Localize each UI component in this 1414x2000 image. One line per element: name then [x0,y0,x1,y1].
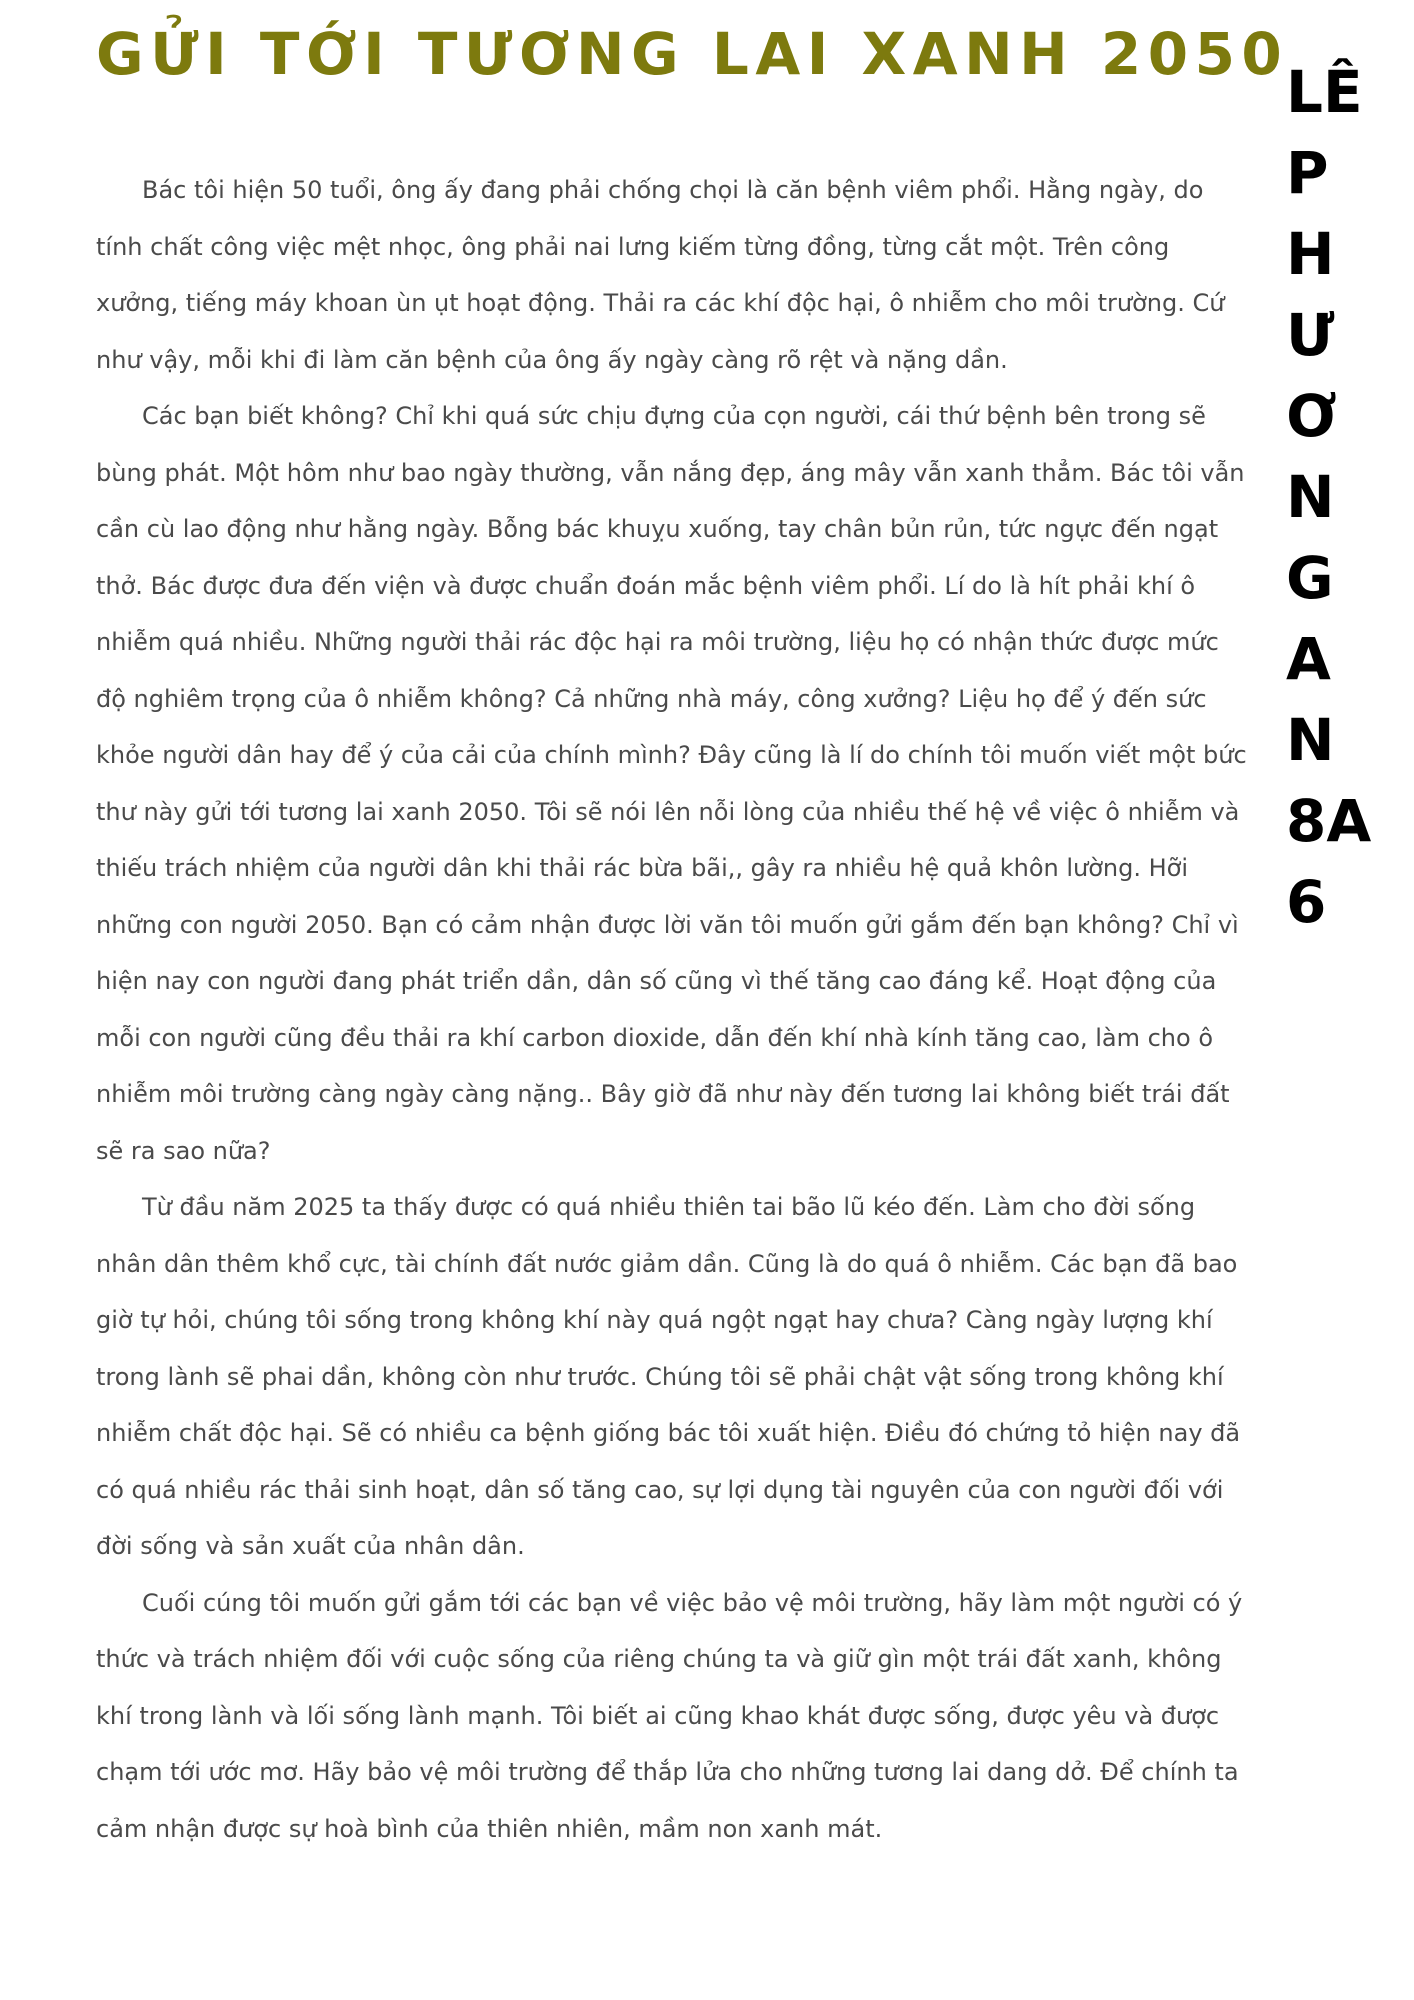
paragraph-2: Các bạn biết không? Chỉ khi quá sức chịu đựng của cọn người, cái thứ bệnh bên trong sẽ bùng phát. Một hôm như bao ngày thường, vẫn nắng đẹp, áng mây vẫn xanh thẳm. Bác tôi vẫn cần cù lao động như hằng ngày. Bỗng bác khuỵu xuống, tay chân bủn rủn, tức ngực đến ngạt thở. Bác được đưa đến viện và được chuẩn đoán mắc bệnh viêm phổi. Lí do là hít phải khí ô nhiễm quá nhiều. Những người thải rác độc hại ra môi trường, liệu họ có nhận thức được mức độ nghiêm trọng của ô nhiễm không? Cả những nhà máy, công xưởng? Liệu họ để ý đến sức khỏe người dân hay để ý của cải của chính mình? Đây cũng là lí do chính tôi muốn viết một bức thư này gửi tới tương lai xanh 2050. Tôi sẽ nói lên nỗi lòng của nhiều thế hệ về việc ô nhiễm và thiếu trách nhiệm của người dân khi thải rác bừa bãi,, gây ra nhiều hệ quả khôn lường. Hỡi những con người 2050. Bạn có cảm nhận được lời văn tôi muốn gửi gắm đến bạn không? Chỉ vì hiện nay con người đang phát triển dần, dân số cũng vì thế tăng cao đáng kể. Hoạt động của mỗi con người cũng đều thải ra khí carbon dioxide, dẫn đến khí nhà kính tăng cao, làm cho ô nhiễm môi trường càng ngày càng nặng.. Bây giờ đã như này đến tương lai không biết trái đất sẽ ra sao nữa? [96,402,1247,1165]
author-line: N [1286,463,1335,531]
author-line: 8A [1286,787,1372,855]
author-line: LÊ [1286,58,1363,126]
author-line: Ơ [1286,382,1337,450]
author-line: G [1286,544,1334,612]
author-line: P [1286,139,1329,207]
author-line: N [1286,706,1335,774]
author-line: H [1286,220,1335,288]
page-title: GỬI TỚI TƯƠNG LAI XANH 2050 [96,20,1289,88]
author-line: Ư [1286,301,1335,369]
paragraph-3: Từ đầu năm 2025 ta thấy được có quá nhiều thiên tai bão lũ kéo đến. Làm cho đời sống nhân dân thêm khổ cực, tài chính đất nước giảm dần. Cũng là do quá ô nhiễm. Các bạn đã bao giờ tự hỏi, chúng tôi sống trong không khí này quá ngột ngạt hay chưa? Càng ngày lượng khí trong lành sẽ phai dần, không còn như trước. Chúng tôi sẽ phải chật vật sống trong không khí nhiễm chất độc hại. Sẽ có nhiều ca bệnh giống bác tôi xuất hiện. Điều đó chứng tỏ hiện nay đã có quá nhiều rác thải sinh hoạt, dân số tăng cao, sự lợi dụng tài nguyên của con người đối với đời sống và sản xuất của nhân dân. [96,1193,1241,1560]
author-line: A [1286,625,1331,693]
paragraph-4: Cuối cúng tôi muốn gửi gắm tới các bạn về việc bảo vệ môi trường, hãy làm một người có ý thức và trách nhiệm đối với cuộc sống của riêng chúng ta và giữ gìn một trái đất xanh, không khí trong lành và lối sống lành mạnh. Tôi biết ai cũng khao khát được sống, được yêu và được chạm tới ước mơ. Hãy bảo vệ môi trường để thắp lửa cho những tương lai dang dở. Để chính ta cảm nhận được sự hoà bình của thiên nhiên, mầm non xanh mát. [96,1588,1243,1843]
letter-body [96,162,1256,1857]
paragraph-1: Bác tôi hiện 50 tuổi, ông ấy đang phải chống chọi là căn bệnh viêm phổi. Hằng ngày, do tính chất công việc mệt nhọc, ông phải nai lưng kiếm từng đồng, từng cắt một. Trên công xưởng, tiếng máy khoan ùn ụt hoạt động. Thải ra các khí độc hại, ô nhiễm cho môi trường. Cứ như vậy, mỗi khi đi làm căn bệnh của ông ấy ngày càng rõ rệt và nặng dần. [96,176,1225,374]
author-line: 6 [1286,868,1327,936]
author-name-vertical [1286,52,1406,943]
